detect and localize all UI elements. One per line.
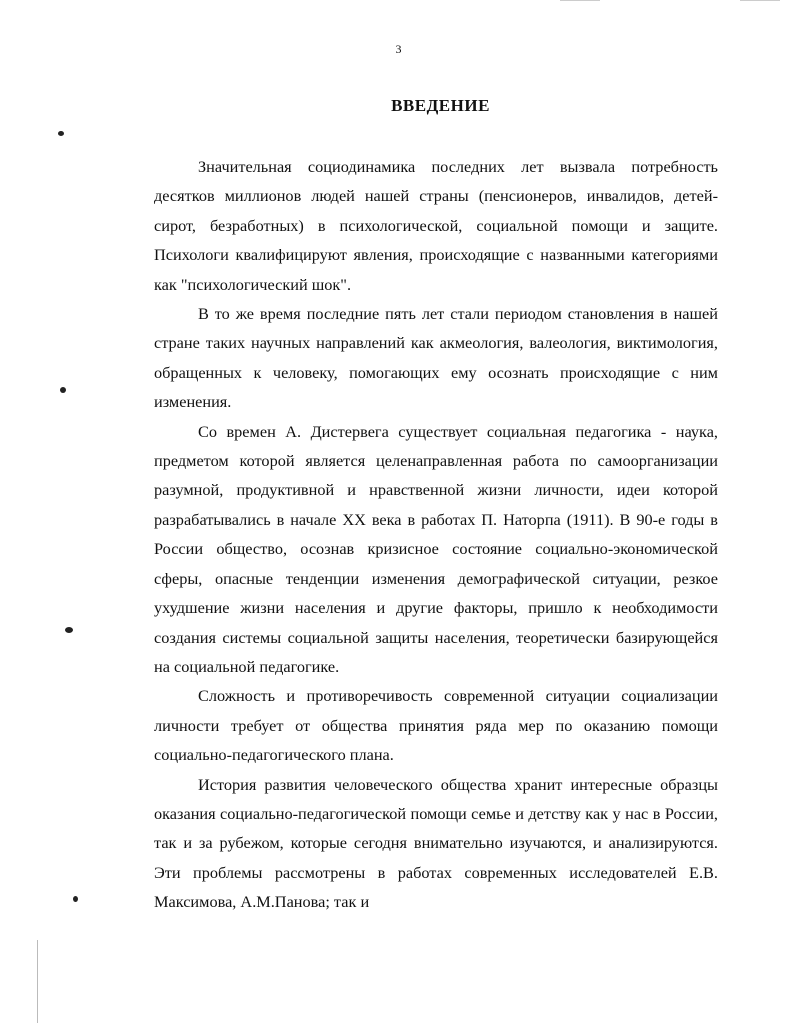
scan-speck: [73, 896, 78, 902]
page-number: 3: [395, 42, 402, 56]
scan-edge-line: [560, 0, 600, 1]
scan-speck: [58, 131, 64, 136]
scan-edge-line: [37, 940, 38, 1023]
paragraph-3: Со времен А. Дистервега существует социальная педагогика - наука, предметом которой является целенаправленная работа по самоорганизации разумной, продуктивной и нравственной жизни личности, идеи которой разрабатывались в начале XX века в работах П. Наторпа (1911). В 90-е годы в России общество, осознав кризисное состояние социально-экономической сферы, опасные тенденции изменения демографической ситуации, резкое ухудшение жизни населения и другие факторы, пришло к необходимости создания системы социальной защиты населения, теоретически базирующейся на социальной педагогике.: [154, 421, 718, 676]
scan-speck: [60, 387, 66, 393]
paragraph-2: В то же время последние пять лет стали периодом становления в нашей стране таких научных направлений как акмеология, валеология, виктимология, обращенных к человеку, помогающих ему осознать происходящие с ним изменения.: [154, 304, 718, 412]
scan-edge-line: [740, 0, 780, 1]
body-text: [154, 152, 718, 917]
paragraph-4: Сложность и противоречивость современной ситуации социализации личности требует от общества принятия ряда мер по оказанию помощи социально-педагогического плана.: [154, 686, 718, 765]
scan-speck: [65, 627, 73, 633]
section-heading: ВВЕДЕНИЕ: [391, 96, 490, 115]
paragraph-5: История развития человеческого общества хранит интересные образцы оказания социально-педагогической помощи семье и детству как у нас в России, так и за рубежом, которые сегодня внимательно изучаются, и анализируются. Эти проблемы рассмотрены в работах современных исследователей Е.В. Максимова, А.М.Панова; так и: [154, 774, 718, 912]
paragraph-1: Значительная социодинамика последних лет вызвала потребность десятков миллионов людей нашей страны (пенсионеров, инвалидов, детей-сирот, безработных) в психологической, социальной помощи и защите. Психологи квалифицируют явления, происходящие с названными категориями как "психологический шок".: [154, 157, 718, 294]
